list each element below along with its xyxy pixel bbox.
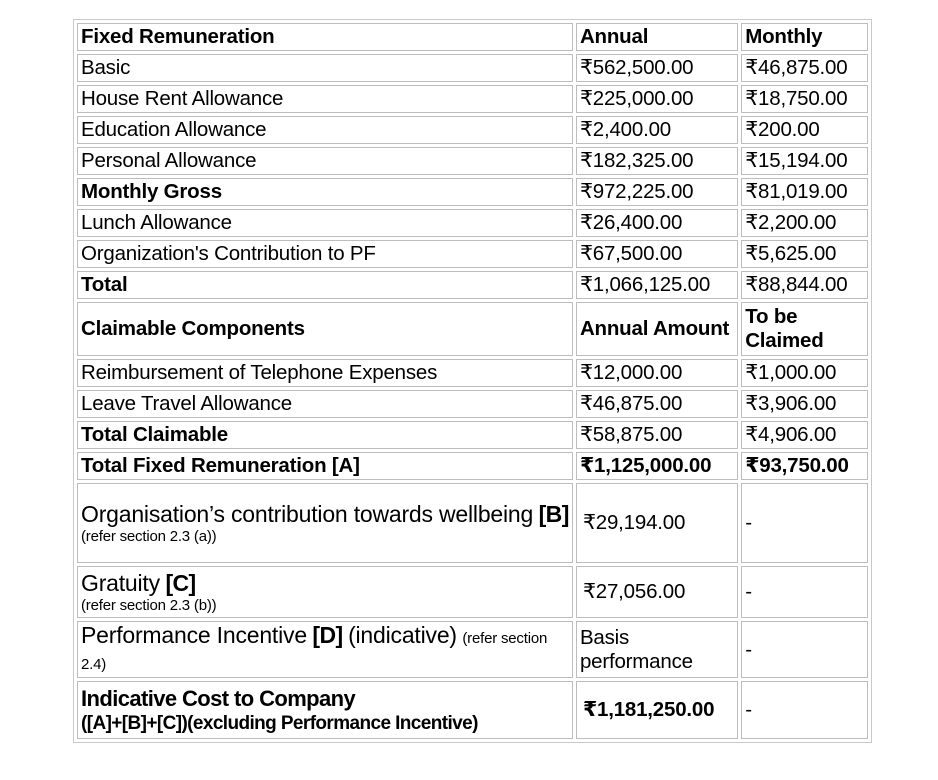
row-label: Personal Allowance	[77, 147, 573, 175]
row-label: Basic	[77, 54, 573, 82]
ctc-line2: ([A]+[B]+[C])(excluding Performance Incentive)	[81, 712, 478, 734]
row-monthly: ₹2,200.00	[741, 209, 868, 237]
row-monthly: ₹5,625.00	[741, 240, 868, 268]
row-label: Monthly Gross	[77, 178, 573, 206]
row-label: House Rent Allowance	[77, 85, 573, 113]
gratuity-tag: [C]	[165, 569, 196, 596]
table-row	[77, 209, 868, 237]
incentive-label-cell	[77, 621, 573, 678]
row-annual: ₹27,056.00	[576, 566, 738, 618]
row-label: Lunch Allowance	[77, 209, 573, 237]
claim-header-annual: Annual Amount	[576, 302, 738, 356]
row-claimed: ₹4,906.00	[741, 421, 868, 449]
wellbeing-label: Organisation’s contribution towards wellbeing	[81, 500, 534, 527]
table-row-total-claimable	[77, 421, 868, 449]
row-annual: ₹67,500.00	[576, 240, 738, 268]
table-row	[77, 359, 868, 387]
row-label: Total Fixed Remuneration [A]	[77, 452, 573, 480]
row-annual: ₹29,194.00	[576, 483, 738, 563]
row-annual: ₹1,066,125.00	[576, 271, 738, 299]
table-row-ctc	[77, 681, 868, 739]
row-claimed: -	[741, 566, 868, 618]
row-monthly: ₹18,750.00	[741, 85, 868, 113]
fixed-header-row	[77, 23, 868, 51]
table-row-monthly-gross	[77, 178, 868, 206]
table-row-total	[77, 271, 868, 299]
gratuity-ref: (refer section 2.3 (b))	[81, 596, 217, 614]
gratuity-label: Gratuity	[81, 569, 160, 596]
row-annual: ₹1,125,000.00	[576, 452, 738, 480]
table-row	[77, 240, 868, 268]
row-label: Total Claimable	[77, 421, 573, 449]
table-row	[77, 85, 868, 113]
row-label: Organization's Contribution to PF	[77, 240, 573, 268]
table-row	[77, 116, 868, 144]
row-monthly: ₹88,844.00	[741, 271, 868, 299]
row-claimed: -	[741, 483, 868, 563]
gratuity-label-cell	[77, 566, 573, 618]
claim-header-label: Claimable Components	[77, 302, 573, 356]
row-annual: ₹26,400.00	[576, 209, 738, 237]
row-annual: ₹2,400.00	[576, 116, 738, 144]
remuneration-table	[73, 19, 872, 743]
row-claimed: -	[741, 621, 868, 678]
incentive-tag: [D]	[312, 622, 343, 648]
claim-header-row	[77, 302, 868, 356]
row-claimed: -	[741, 681, 868, 739]
row-monthly: ₹200.00	[741, 116, 868, 144]
row-label: Total	[77, 271, 573, 299]
row-claimed: ₹3,906.00	[741, 390, 868, 418]
table-row-gratuity	[77, 566, 868, 618]
ctc-label-cell	[77, 681, 573, 739]
row-claimed: ₹93,750.00	[741, 452, 868, 480]
incentive-ref: (refer section 2.4)	[81, 630, 548, 673]
row-annual: ₹972,225.00	[576, 178, 738, 206]
wellbeing-label-cell	[77, 483, 573, 563]
row-claimed: ₹1,000.00	[741, 359, 868, 387]
wellbeing-tag: [B]	[538, 500, 569, 527]
fixed-header-label: Fixed Remuneration	[77, 23, 573, 51]
row-annual: ₹562,500.00	[576, 54, 738, 82]
row-label: Leave Travel Allowance	[77, 390, 573, 418]
table-row-wellbeing	[77, 483, 868, 563]
incentive-indicative: (indicative)	[348, 622, 457, 648]
row-label: Education Allowance	[77, 116, 573, 144]
table-row	[77, 54, 868, 82]
row-annual: ₹1,181,250.00	[576, 681, 738, 739]
ctc-line1: Indicative Cost to Company	[81, 685, 356, 711]
table-row-total-fixed	[77, 452, 868, 480]
row-monthly: ₹81,019.00	[741, 178, 868, 206]
incentive-label: Performance Incentive	[81, 622, 307, 648]
row-annual: ₹12,000.00	[576, 359, 738, 387]
row-annual: ₹58,875.00	[576, 421, 738, 449]
row-annual: Basis performance	[576, 621, 738, 678]
table-row-incentive	[77, 621, 868, 678]
table-row	[77, 390, 868, 418]
row-monthly: ₹15,194.00	[741, 147, 868, 175]
row-label: Reimbursement of Telephone Expenses	[77, 359, 573, 387]
table-row	[77, 147, 868, 175]
fixed-header-annual: Annual	[576, 23, 738, 51]
row-annual: ₹182,325.00	[576, 147, 738, 175]
wellbeing-ref: (refer section 2.3 (a))	[81, 527, 217, 545]
fixed-header-monthly: Monthly	[741, 23, 868, 51]
claim-header-claimed: To be Claimed	[741, 302, 868, 356]
row-monthly: ₹46,875.00	[741, 54, 868, 82]
row-annual: ₹46,875.00	[576, 390, 738, 418]
row-annual: ₹225,000.00	[576, 85, 738, 113]
